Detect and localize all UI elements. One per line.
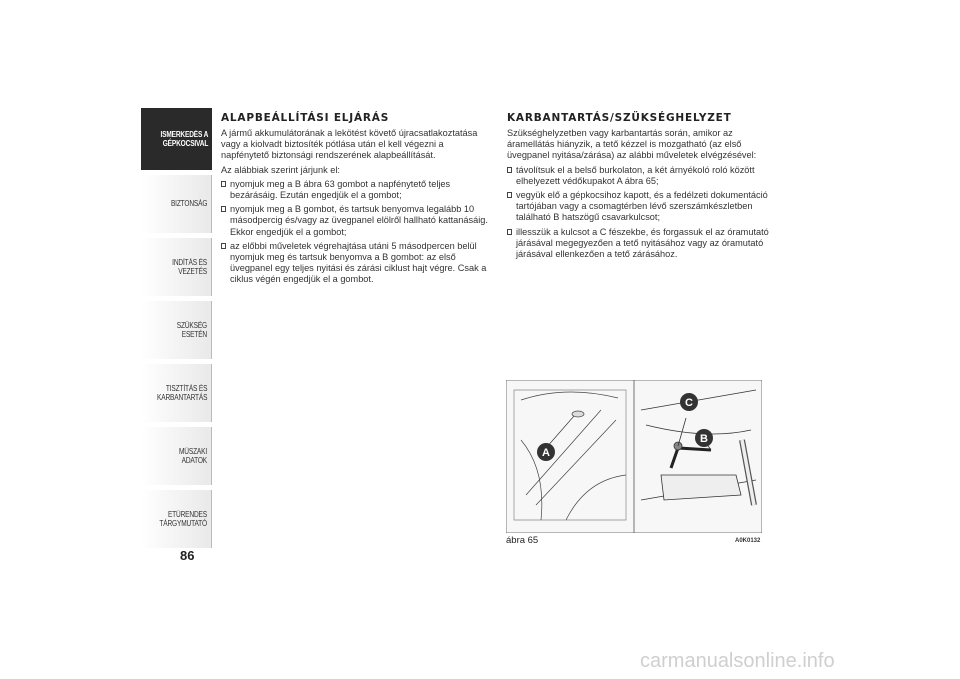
left-column	[221, 112, 493, 289]
figure-caption: ábra 65	[506, 535, 539, 546]
list-item	[507, 190, 779, 224]
checkbox-bullet-icon	[221, 181, 226, 187]
tab-label: MŰSZAKI ADATOK	[178, 446, 207, 465]
list-item-text: vegyük elő a gépkocsihoz kapott, és a fedélzeti dokumentáció tartójában vagy a csomagtérben lévő szerszámkészletben található B hatszögű csavarkulcsot;	[516, 190, 768, 223]
list-item-text: nyomjuk meg a B ábra 63 gombot a napfénytető teljes bezárásáig. Ezután engedjük el a gombot;	[230, 178, 451, 201]
tab-biztonsag[interactable]	[141, 175, 212, 233]
tab-targymutato[interactable]	[141, 490, 212, 548]
checkbox-bullet-icon	[221, 243, 226, 249]
list-item-text: az előbbi műveletek végrehajtása utáni 5 másodpercen belül nyomjuk meg és tartsuk benyomva a B gombot: az első üvegpanel egy teljes nyitási és zárási ciklust hajt végre. Csak a ciklus végén engedjük el a gombot.	[230, 240, 487, 285]
list-item	[221, 241, 493, 286]
tab-muszaki[interactable]	[141, 427, 212, 485]
callout-b	[695, 429, 713, 447]
page-number: 86	[180, 548, 195, 563]
list-item	[221, 179, 493, 201]
lead-paragraph: Az alábbiak szerint járjunk el:	[221, 164, 340, 175]
section-heading-karbantartas: KARBANTARTÁS/SZÜKSÉGHELYZET	[507, 112, 732, 124]
tab-szukseg[interactable]	[141, 301, 212, 359]
tab-ismerkedes[interactable]	[141, 108, 212, 170]
tab-label: INDÍTÁS ÉS VEZETÉS	[172, 257, 207, 276]
tab-label: ISMERKEDÉS A GÉPKOCSIVAL	[160, 129, 208, 148]
tab-label: BIZTONSÁG	[170, 199, 207, 209]
list-item	[507, 165, 779, 187]
list-item	[507, 227, 779, 261]
tab-tisztitas[interactable]	[141, 364, 212, 422]
watermark-text: carmanualsonline.info	[640, 650, 835, 672]
checkbox-bullet-icon	[507, 192, 512, 198]
chapter-sidebar	[141, 108, 212, 553]
tab-label: ETŰRENDES TÁRGYMUTATÓ	[159, 509, 207, 528]
intro-paragraph: A jármű akkumulátorának a lekötést követő újracsatlakoztatása vagy a kiolvadt biztosíték pótlása után el kell végezni a napfénytető biztonsági rendszerének alapbeállítását.	[221, 128, 478, 161]
callout-a	[537, 443, 555, 461]
tab-label: TISZTÍTÁS ÉS KARBANTARTÁS	[156, 383, 207, 402]
callout-label: B	[700, 433, 708, 445]
callout-label: A	[542, 447, 550, 459]
checkbox-bullet-icon	[507, 167, 512, 173]
figure-65-illustration	[506, 380, 762, 533]
callout-label: C	[685, 397, 693, 409]
list-item-text: nyomjuk meg a B gombot, és tartsuk benyomva legalább 10 másodpercig és/vagy az üvegpanel elölről hallható kattanásáig. Ekkor engedjük el a gombot;	[230, 204, 488, 237]
tab-label: SZÜKSÉG ESETÉN	[176, 320, 207, 339]
callout-c	[680, 393, 698, 411]
step-list	[507, 165, 779, 261]
section-heading-alapbeallitas: ALAPBEÁLLÍTÁSI ELJÁRÁS	[221, 112, 390, 124]
list-item-text: távolítsuk el a belső burkolaton, a két árnyékoló roló között elhelyezett védőkupakot A ábra 65;	[516, 164, 755, 186]
checkbox-bullet-icon	[507, 229, 512, 235]
step-list	[221, 179, 493, 286]
checkbox-bullet-icon	[221, 206, 226, 212]
list-item-text: illesszük a kulcsot a C fészekbe, és forgassuk el az óramutató járásával megegyezően a tető nyitásához vagy az óramutató járásával ellenkezően a tető zárásához.	[516, 226, 769, 260]
right-column	[507, 112, 779, 263]
tab-inditas[interactable]	[141, 238, 212, 296]
list-item	[221, 204, 493, 238]
intro-paragraph: Szükséghelyzetben vagy karbantartás során, amikor az áramellátás hiányzik, a tető kézzel is mozgatható (az első üvegpanel nyitása/zárása) az alábbi műveletek elvégzésével:	[507, 128, 757, 161]
figure-code: A0K0132	[735, 538, 761, 544]
